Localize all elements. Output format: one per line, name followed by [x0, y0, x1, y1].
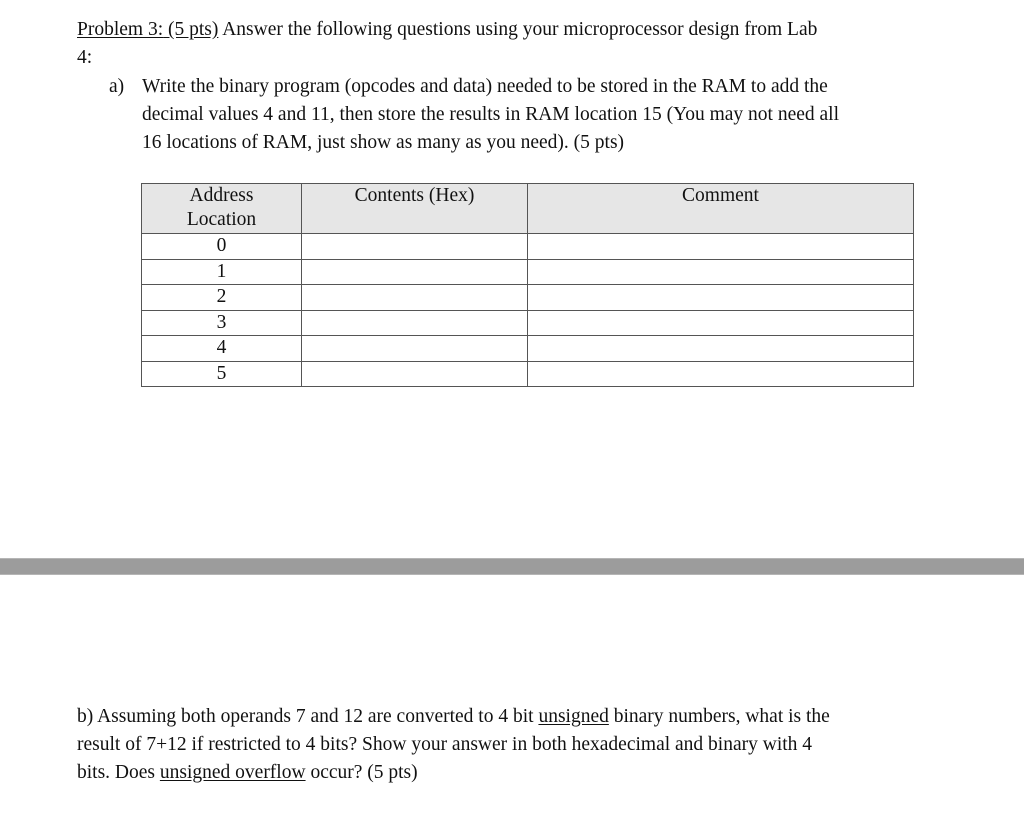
address-cell: 0	[142, 234, 302, 260]
part-b-text-line-1	[77, 704, 830, 730]
comment-cell[interactable]	[528, 361, 914, 387]
unsigned-overflow-emphasis: unsigned overflow	[159, 762, 306, 783]
comment-cell[interactable]	[528, 259, 914, 285]
part-a-text-line-2: decimal values 4 and 11, then store the results in RAM location 15 (You may not need all	[142, 104, 840, 125]
problem-points: (5 pts)	[168, 19, 219, 40]
problem-title: Problem 3:	[77, 19, 164, 40]
table-header-row	[142, 184, 914, 234]
comment-cell[interactable]	[528, 234, 914, 260]
part-b-line-1-start: Assuming both operands 7 and 12 are converted to 4 bit	[97, 706, 534, 727]
unsigned-emphasis: unsigned	[538, 706, 609, 727]
address-cell: 3	[142, 310, 302, 336]
contents-cell[interactable]	[302, 361, 528, 387]
contents-cell[interactable]	[302, 259, 528, 285]
address-location-header: Address Location	[142, 184, 302, 234]
comment-cell[interactable]	[528, 285, 914, 311]
address-cell: 5	[142, 361, 302, 387]
table-row	[142, 336, 914, 362]
comment-header: Comment	[528, 184, 914, 234]
contents-cell[interactable]	[302, 310, 528, 336]
table-row	[142, 234, 914, 260]
part-b-line-3-end: occur? (5 pts)	[310, 762, 418, 783]
table-row	[142, 285, 914, 311]
address-cell: 4	[142, 336, 302, 362]
contents-cell[interactable]	[302, 285, 528, 311]
contents-hex-header: Contents (Hex)	[302, 184, 528, 234]
problem-heading	[77, 17, 817, 43]
part-b-text-line-2: result of 7+12 if restricted to 4 bits? Show your answer in both hexadecimal and binary with 4	[77, 734, 813, 755]
part-b-marker: b)	[77, 706, 94, 727]
contents-cell[interactable]	[302, 336, 528, 362]
part-a-marker: a)	[109, 76, 125, 97]
contents-cell[interactable]	[302, 234, 528, 260]
comment-cell[interactable]	[528, 336, 914, 362]
problem-prompt-continuation: 4:	[77, 47, 93, 68]
ram-program-table	[141, 183, 914, 387]
comment-cell[interactable]	[528, 310, 914, 336]
table-row	[142, 259, 914, 285]
part-a-text-line-3: 16 locations of RAM, just show as many as you need). (5 pts)	[142, 132, 625, 153]
part-b-line-1-end: binary numbers, what is the	[613, 706, 830, 727]
part-b-line-3-start: bits. Does	[77, 762, 155, 783]
part-a-text-line-1: Write the binary program (opcodes and data) needed to be stored in the RAM to add the	[142, 76, 828, 97]
page-separator	[0, 558, 1024, 575]
address-cell: 2	[142, 285, 302, 311]
address-cell: 1	[142, 259, 302, 285]
part-b-text-line-3	[77, 760, 418, 786]
table-row	[142, 361, 914, 387]
problem-prompt: Answer the following questions using your microprocessor design from Lab	[222, 19, 818, 40]
table-row	[142, 310, 914, 336]
